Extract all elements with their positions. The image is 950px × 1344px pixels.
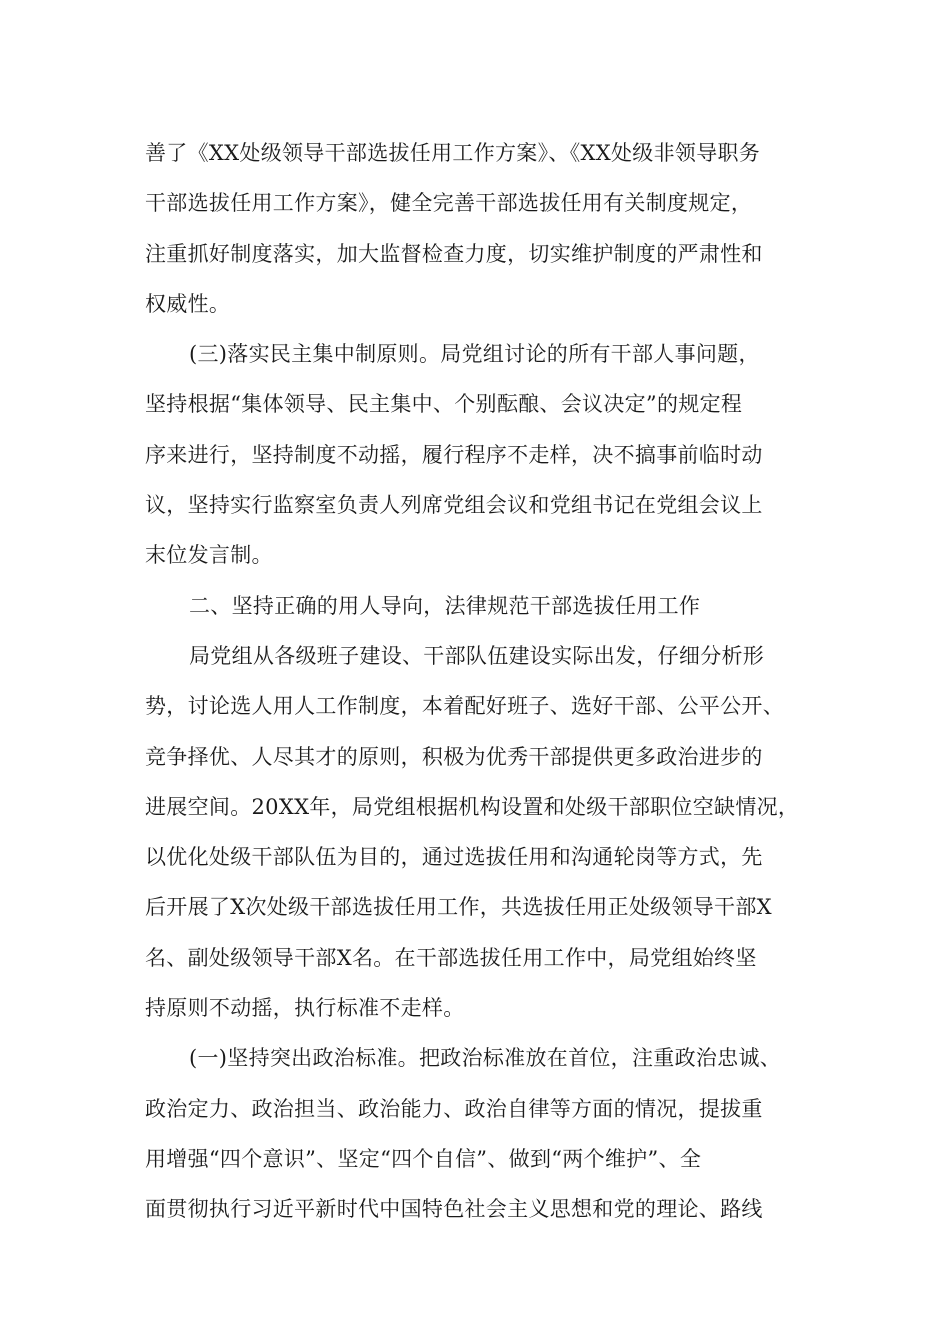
text-line: 后开展了X次处级干部选拔任用工作，共选拔任用正处级领导干部X [145,895,772,920]
text-line: 政治定力、政治担当、政治能力、政治自律等方面的情况，提拔重 [145,1096,763,1121]
text-line: 干部选拔任用工作方案》，健全完善干部选拔任用有关制度规定， [145,191,753,216]
text-line: 用增强“四个意识”、坚定“四个自信”、做到“两个维护”、全 [145,1146,702,1171]
text-line: 议，坚持实行监察室负责人列席党组会议和党组书记在党组会议上 [145,493,763,518]
paragraph-heading-1: (一)坚持突出政治标准。把政治标准放在首位，注重政治忠诚、 [189,1046,782,1071]
section-heading-2: 二、坚持正确的用人导向，法律规范干部选拔任用工作 [189,593,701,618]
text-line: 序来进行，坚持制度不动摇，履行程序不走样，决不搞事前临时动 [145,442,763,467]
text-line: 坚持根据“集体领导、民主集中、个别酝酿、会议决定”的规定程 [145,392,743,417]
paragraph-heading-3: (三)落实民主集中制原则。局党组讨论的所有干部人事问题， [189,342,760,367]
text-line: 以优化处级干部队伍为目的，通过选拔任用和沟通轮岗等方式，先 [145,845,763,870]
text-line: 权威性。 [145,291,231,316]
text-line: 注重抓好制度落实，加大监督检查力度，切实维护制度的严肃性和 [145,241,763,266]
text-line: 善了《XX处级领导干部选拔任用工作方案》、《XX处级非领导职务 [145,141,761,165]
text-line: 势，讨论选人用人工作制度，本着配好班子、选好干部、公平公开、 [145,694,784,719]
text-line: 持原则不动摇，执行标准不走样。 [145,996,465,1021]
text-line: 名、副处级领导干部X名。在干部选拔任用工作中，局党组始终坚 [145,945,757,970]
text-line: 进展空间。20XX年，局党组根据机构设置和处级干部职位空缺情况， [145,794,800,819]
document-body [145,128,830,1235]
text-line: 局党组从各级班子建设、干部队伍建设实际出发，仔细分析形 [189,643,765,668]
text-line: 竞争择优、人尽其才的原则，积极为优秀干部提供更多政治进步的 [145,744,763,769]
text-line: 末位发言制。 [145,543,273,568]
text-line: 面贯彻执行习近平新时代中国特色社会主义思想和党的理论、路线 [145,1197,763,1222]
